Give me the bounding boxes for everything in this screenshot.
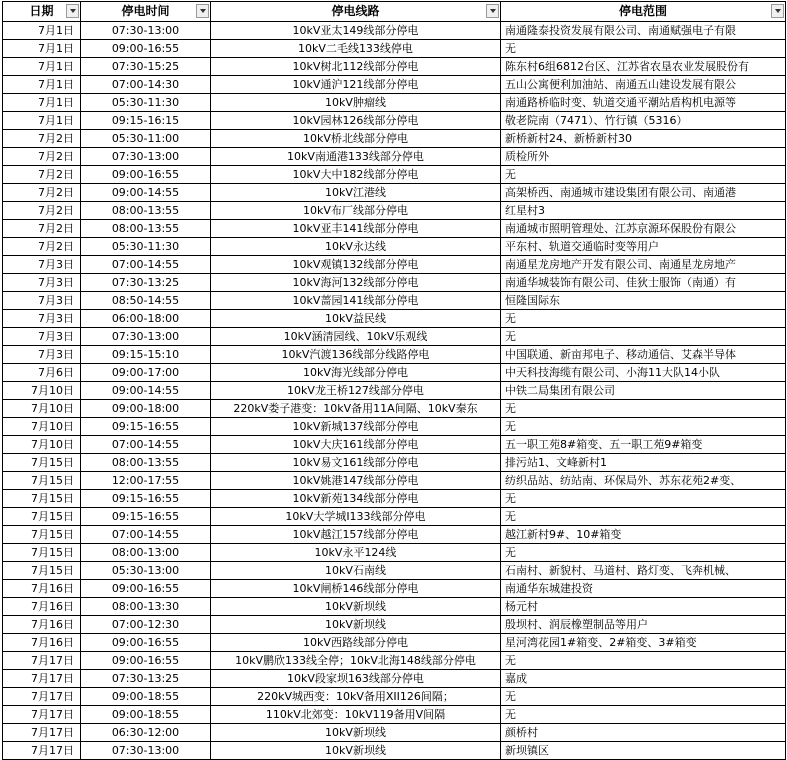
outage-table xyxy=(2,1,786,760)
time-cell[interactable]: 09:15-16:55 xyxy=(81,508,211,526)
time-cell[interactable]: 09:00-14:55 xyxy=(81,382,211,400)
range-cell[interactable]: 南通隆泰投资发展有限公司、南通赋强电子有限 xyxy=(501,22,786,40)
table-row[interactable] xyxy=(3,364,786,382)
line-cell[interactable]: 10kV益民线 xyxy=(211,310,501,328)
time-cell[interactable]: 07:30-13:00 xyxy=(81,22,211,40)
range-cell[interactable]: 杨元村 xyxy=(501,598,786,616)
table-row[interactable] xyxy=(3,526,786,544)
date-cell[interactable]: 7月3日 xyxy=(3,256,81,274)
range-cell[interactable]: 越江新村9#、10#箱变 xyxy=(501,526,786,544)
date-cell[interactable]: 7月17日 xyxy=(3,652,81,670)
range-cell[interactable]: 殷坝村、润辰橡塑制品等用户 xyxy=(501,616,786,634)
header-line[interactable]: 停电线路 xyxy=(211,2,501,22)
line-cell[interactable]: 10kV新苑134线部分停电 xyxy=(211,490,501,508)
line-cell[interactable]: 10kV园林126线部分停电 xyxy=(211,112,501,130)
table-row[interactable] xyxy=(3,580,786,598)
filter-dropdown-icon[interactable] xyxy=(486,4,499,18)
time-cell[interactable]: 09:15-16:15 xyxy=(81,112,211,130)
line-cell[interactable]: 10kV鹏欣133线全停；10kV北海148线部分停电 xyxy=(211,652,501,670)
date-cell[interactable]: 7月2日 xyxy=(3,166,81,184)
line-cell[interactable]: 10kV树北112线部分停电 xyxy=(211,58,501,76)
range-cell[interactable]: 无 xyxy=(501,490,786,508)
date-cell[interactable]: 7月15日 xyxy=(3,508,81,526)
time-cell[interactable]: 07:00-14:55 xyxy=(81,436,211,454)
table-row[interactable] xyxy=(3,652,786,670)
range-cell[interactable]: 无 xyxy=(501,166,786,184)
date-cell[interactable]: 7月15日 xyxy=(3,544,81,562)
table-row[interactable] xyxy=(3,202,786,220)
table-row[interactable] xyxy=(3,166,786,184)
time-cell[interactable]: 07:00-14:55 xyxy=(81,256,211,274)
table-row[interactable] xyxy=(3,400,786,418)
line-cell[interactable]: 10kV新坝线 xyxy=(211,742,501,760)
time-cell[interactable]: 09:00-18:55 xyxy=(81,706,211,724)
line-cell[interactable]: 220kV城西变：10kV备用XII126间隔； xyxy=(211,688,501,706)
time-cell[interactable]: 09:00-16:55 xyxy=(81,634,211,652)
table-row[interactable] xyxy=(3,40,786,58)
line-cell[interactable]: 10kV二毛线133线停电 xyxy=(211,40,501,58)
date-cell[interactable]: 7月1日 xyxy=(3,40,81,58)
date-cell[interactable]: 7月1日 xyxy=(3,22,81,40)
header-date[interactable]: 日期 xyxy=(3,2,81,22)
range-cell[interactable]: 质检所外 xyxy=(501,148,786,166)
range-cell[interactable]: 无 xyxy=(501,652,786,670)
date-cell[interactable]: 7月15日 xyxy=(3,490,81,508)
time-cell[interactable]: 05:30-13:00 xyxy=(81,562,211,580)
line-cell[interactable]: 10kV南通港133线部分停电 xyxy=(211,148,501,166)
time-cell[interactable]: 12:00-17:55 xyxy=(81,472,211,490)
date-cell[interactable]: 7月2日 xyxy=(3,148,81,166)
date-cell[interactable]: 7月2日 xyxy=(3,238,81,256)
time-cell[interactable]: 07:30-13:00 xyxy=(81,742,211,760)
time-cell[interactable]: 08:00-13:00 xyxy=(81,544,211,562)
range-cell[interactable]: 南通城市照明管理处、江苏京源环保股份有限公 xyxy=(501,220,786,238)
table-row[interactable] xyxy=(3,742,786,760)
time-cell[interactable]: 06:00-18:00 xyxy=(81,310,211,328)
line-cell[interactable]: 10kV海光线部分停电 xyxy=(211,364,501,382)
table-row[interactable] xyxy=(3,112,786,130)
time-cell[interactable]: 08:00-13:55 xyxy=(81,220,211,238)
time-cell[interactable]: 09:00-18:55 xyxy=(81,688,211,706)
date-cell[interactable]: 7月1日 xyxy=(3,112,81,130)
time-cell[interactable]: 07:30-13:25 xyxy=(81,274,211,292)
line-cell[interactable]: 10kV大学城I133线部分停电 xyxy=(211,508,501,526)
date-cell[interactable]: 7月10日 xyxy=(3,382,81,400)
date-cell[interactable]: 7月17日 xyxy=(3,670,81,688)
time-cell[interactable]: 09:15-16:55 xyxy=(81,418,211,436)
date-cell[interactable]: 7月17日 xyxy=(3,688,81,706)
date-cell[interactable]: 7月3日 xyxy=(3,328,81,346)
range-cell[interactable]: 无 xyxy=(501,508,786,526)
time-cell[interactable]: 09:00-14:55 xyxy=(81,184,211,202)
table-row[interactable] xyxy=(3,184,786,202)
header-row xyxy=(3,2,786,22)
date-cell[interactable]: 7月15日 xyxy=(3,562,81,580)
line-cell[interactable]: 10kV亚丰141线部分停电 xyxy=(211,220,501,238)
range-cell[interactable]: 无 xyxy=(501,310,786,328)
line-cell[interactable]: 10kV越江157线部分停电 xyxy=(211,526,501,544)
range-cell[interactable]: 高架桥西、南通城市建设集团有限公司、南通港 xyxy=(501,184,786,202)
line-cell[interactable]: 10kV石南线 xyxy=(211,562,501,580)
date-cell[interactable]: 7月10日 xyxy=(3,418,81,436)
range-cell[interactable]: 南通星龙房地产开发有限公司、南通星龙房地产 xyxy=(501,256,786,274)
date-cell[interactable]: 7月10日 xyxy=(3,400,81,418)
filter-dropdown-icon[interactable] xyxy=(196,4,209,18)
table-row[interactable] xyxy=(3,724,786,742)
time-cell[interactable]: 07:30-13:00 xyxy=(81,328,211,346)
time-cell[interactable]: 09:15-15:10 xyxy=(81,346,211,364)
range-cell[interactable]: 颜桥村 xyxy=(501,724,786,742)
header-time[interactable]: 停电时间 xyxy=(81,2,211,22)
date-cell[interactable]: 7月3日 xyxy=(3,346,81,364)
time-cell[interactable]: 09:00-16:55 xyxy=(81,652,211,670)
range-cell[interactable]: 无 xyxy=(501,400,786,418)
time-cell[interactable]: 07:30-15:25 xyxy=(81,58,211,76)
table-row[interactable] xyxy=(3,418,786,436)
range-cell[interactable]: 南通路桥临时变、轨道交通平潮站盾构机电源等 xyxy=(501,94,786,112)
table-row[interactable] xyxy=(3,598,786,616)
line-cell[interactable]: 10kV蔷园141线部分停电 xyxy=(211,292,501,310)
time-cell[interactable]: 07:30-13:00 xyxy=(81,148,211,166)
line-cell[interactable]: 10kV肿瘤线 xyxy=(211,94,501,112)
range-cell[interactable]: 新桥新村24、新桥新村30 xyxy=(501,130,786,148)
table-row[interactable] xyxy=(3,328,786,346)
line-cell[interactable]: 10kV永平124线 xyxy=(211,544,501,562)
range-cell[interactable]: 无 xyxy=(501,544,786,562)
line-cell[interactable]: 10kV大中182线部分停电 xyxy=(211,166,501,184)
table-row[interactable] xyxy=(3,616,786,634)
date-cell[interactable]: 7月15日 xyxy=(3,454,81,472)
table-row[interactable] xyxy=(3,508,786,526)
table-row[interactable] xyxy=(3,346,786,364)
line-cell[interactable]: 10kV易文161线部分停电 xyxy=(211,454,501,472)
date-cell[interactable]: 7月10日 xyxy=(3,436,81,454)
line-cell[interactable]: 10kV亚太149线部分停电 xyxy=(211,22,501,40)
table-row[interactable] xyxy=(3,76,786,94)
table-row[interactable] xyxy=(3,490,786,508)
date-cell[interactable]: 7月1日 xyxy=(3,58,81,76)
line-cell[interactable]: 10kV新坝线 xyxy=(211,616,501,634)
line-cell[interactable]: 10kV通沪121线部分停电 xyxy=(211,76,501,94)
range-cell[interactable]: 无 xyxy=(501,418,786,436)
range-cell[interactable]: 恒隆国际东 xyxy=(501,292,786,310)
table-row[interactable] xyxy=(3,634,786,652)
range-cell[interactable]: 新坝镇区 xyxy=(501,742,786,760)
date-cell[interactable]: 7月15日 xyxy=(3,472,81,490)
table-row[interactable] xyxy=(3,94,786,112)
range-cell[interactable]: 中天科技海缆有限公司、小海11大队14小队 xyxy=(501,364,786,382)
range-cell[interactable]: 嘉成 xyxy=(501,670,786,688)
range-cell[interactable]: 陈东村6组6812台区、江苏省农垦农业发展股份有 xyxy=(501,58,786,76)
range-cell[interactable]: 红星村3 xyxy=(501,202,786,220)
line-cell[interactable]: 10kV龙王桥127线部分停电 xyxy=(211,382,501,400)
range-cell[interactable]: 五一职工苑8#箱变、五一职工苑9#箱变 xyxy=(501,436,786,454)
line-cell[interactable]: 10kV布厂线部分停电 xyxy=(211,202,501,220)
table-row[interactable] xyxy=(3,22,786,40)
date-cell[interactable]: 7月1日 xyxy=(3,94,81,112)
table-row[interactable] xyxy=(3,688,786,706)
line-cell[interactable]: 10kV西路线部分停电 xyxy=(211,634,501,652)
table-row[interactable] xyxy=(3,544,786,562)
time-cell[interactable]: 09:00-16:55 xyxy=(81,580,211,598)
time-cell[interactable]: 06:30-12:00 xyxy=(81,724,211,742)
date-cell[interactable]: 7月17日 xyxy=(3,724,81,742)
range-cell[interactable]: 无 xyxy=(501,40,786,58)
table-row[interactable] xyxy=(3,256,786,274)
date-cell[interactable]: 7月17日 xyxy=(3,742,81,760)
line-cell[interactable]: 110kV北郊变：10kV119备用V间隔 xyxy=(211,706,501,724)
line-cell[interactable]: 10kV闸桥146线部分停电 xyxy=(211,580,501,598)
range-cell[interactable]: 无 xyxy=(501,688,786,706)
line-cell[interactable]: 10kV永达线 xyxy=(211,238,501,256)
line-cell[interactable]: 10kV观镇132线部分停电 xyxy=(211,256,501,274)
line-cell[interactable]: 10kV大庆161线部分停电 xyxy=(211,436,501,454)
range-cell[interactable]: 五山公寓便利加油站、南通五山建设发展有限公 xyxy=(501,76,786,94)
range-cell[interactable]: 中铁二局集团有限公司 xyxy=(501,382,786,400)
date-cell[interactable]: 7月3日 xyxy=(3,274,81,292)
range-cell[interactable]: 南通华东城建投资 xyxy=(501,580,786,598)
date-cell[interactable]: 7月16日 xyxy=(3,598,81,616)
line-cell[interactable]: 10kV新城137线部分停电 xyxy=(211,418,501,436)
table-row[interactable] xyxy=(3,58,786,76)
date-cell[interactable]: 7月15日 xyxy=(3,526,81,544)
line-cell[interactable]: 10kV新坝线 xyxy=(211,598,501,616)
date-cell[interactable]: 7月1日 xyxy=(3,76,81,94)
date-cell[interactable]: 7月6日 xyxy=(3,364,81,382)
table-row[interactable] xyxy=(3,310,786,328)
date-cell[interactable]: 7月2日 xyxy=(3,130,81,148)
line-cell[interactable]: 10kV段家坝163线部分停电 xyxy=(211,670,501,688)
table-row[interactable] xyxy=(3,706,786,724)
date-cell[interactable]: 7月2日 xyxy=(3,184,81,202)
table-row[interactable] xyxy=(3,274,786,292)
range-cell[interactable]: 星河湾花园1#箱变、2#箱变、3#箱变 xyxy=(501,634,786,652)
time-cell[interactable]: 09:00-17:00 xyxy=(81,364,211,382)
time-cell[interactable]: 07:00-12:30 xyxy=(81,616,211,634)
date-cell[interactable]: 7月17日 xyxy=(3,706,81,724)
range-cell[interactable]: 南通华城装饰有限公司、佳狄士服饰（南通）有 xyxy=(501,274,786,292)
date-cell[interactable]: 7月3日 xyxy=(3,292,81,310)
date-cell[interactable]: 7月2日 xyxy=(3,220,81,238)
table-row[interactable] xyxy=(3,148,786,166)
filter-dropdown-icon[interactable] xyxy=(66,4,79,18)
time-cell[interactable]: 09:00-18:00 xyxy=(81,400,211,418)
range-cell[interactable]: 纺织品站、纺站南、环保局外、苏东花苑2#变、 xyxy=(501,472,786,490)
line-cell[interactable]: 220kV娄子港变：10kV备用11A间隔、10kV秦东 xyxy=(211,400,501,418)
line-cell[interactable]: 10kV海河132线部分停电 xyxy=(211,274,501,292)
table-row[interactable] xyxy=(3,238,786,256)
table-row[interactable] xyxy=(3,670,786,688)
range-cell[interactable]: 无 xyxy=(501,706,786,724)
line-cell[interactable]: 10kV汽渡136线部分线路停电 xyxy=(211,346,501,364)
table-row[interactable] xyxy=(3,382,786,400)
time-cell[interactable]: 08:00-13:30 xyxy=(81,598,211,616)
range-cell[interactable]: 中国联通、新亩邦电子、移动通信、艾森半导体 xyxy=(501,346,786,364)
line-cell[interactable]: 10kV桥北线部分停电 xyxy=(211,130,501,148)
time-cell[interactable]: 09:00-16:55 xyxy=(81,166,211,184)
table-row[interactable] xyxy=(3,292,786,310)
date-cell[interactable]: 7月3日 xyxy=(3,310,81,328)
time-cell[interactable]: 05:30-11:30 xyxy=(81,238,211,256)
line-cell[interactable]: 10kV新坝线 xyxy=(211,724,501,742)
table-row[interactable] xyxy=(3,436,786,454)
line-cell[interactable]: 10kV姚港147线部分停电 xyxy=(211,472,501,490)
table-row[interactable] xyxy=(3,562,786,580)
table-row[interactable] xyxy=(3,130,786,148)
time-cell[interactable]: 05:30-11:00 xyxy=(81,130,211,148)
header-range[interactable]: 停电范围 xyxy=(501,2,786,22)
range-cell[interactable]: 平东村、轨道交通临时变等用户 xyxy=(501,238,786,256)
range-cell[interactable]: 排污站1、文峰新村1 xyxy=(501,454,786,472)
line-cell[interactable]: 10kV涵清园线、10kV乐观线 xyxy=(211,328,501,346)
date-cell[interactable]: 7月16日 xyxy=(3,634,81,652)
time-cell[interactable]: 09:15-16:55 xyxy=(81,490,211,508)
range-cell[interactable]: 石南村、新貌村、马道村、路灯变、飞奔机械、 xyxy=(501,562,786,580)
range-cell[interactable]: 敬老院南（7471）、竹行镇（5316） xyxy=(501,112,786,130)
date-cell[interactable]: 7月2日 xyxy=(3,202,81,220)
time-cell[interactable]: 05:30-11:30 xyxy=(81,94,211,112)
table-row[interactable] xyxy=(3,454,786,472)
filter-dropdown-icon[interactable] xyxy=(771,4,784,18)
date-cell[interactable]: 7月16日 xyxy=(3,580,81,598)
time-cell[interactable]: 08:00-13:55 xyxy=(81,454,211,472)
time-cell[interactable]: 07:00-14:30 xyxy=(81,76,211,94)
line-cell[interactable]: 10kV江港线 xyxy=(211,184,501,202)
time-cell[interactable]: 09:00-16:55 xyxy=(81,40,211,58)
time-cell[interactable]: 07:30-13:25 xyxy=(81,670,211,688)
table-row[interactable] xyxy=(3,220,786,238)
date-cell[interactable]: 7月16日 xyxy=(3,616,81,634)
range-cell[interactable]: 无 xyxy=(501,328,786,346)
time-cell[interactable]: 08:50-14:55 xyxy=(81,292,211,310)
table-row[interactable] xyxy=(3,472,786,490)
time-cell[interactable]: 07:00-14:55 xyxy=(81,526,211,544)
time-cell[interactable]: 08:00-13:55 xyxy=(81,202,211,220)
